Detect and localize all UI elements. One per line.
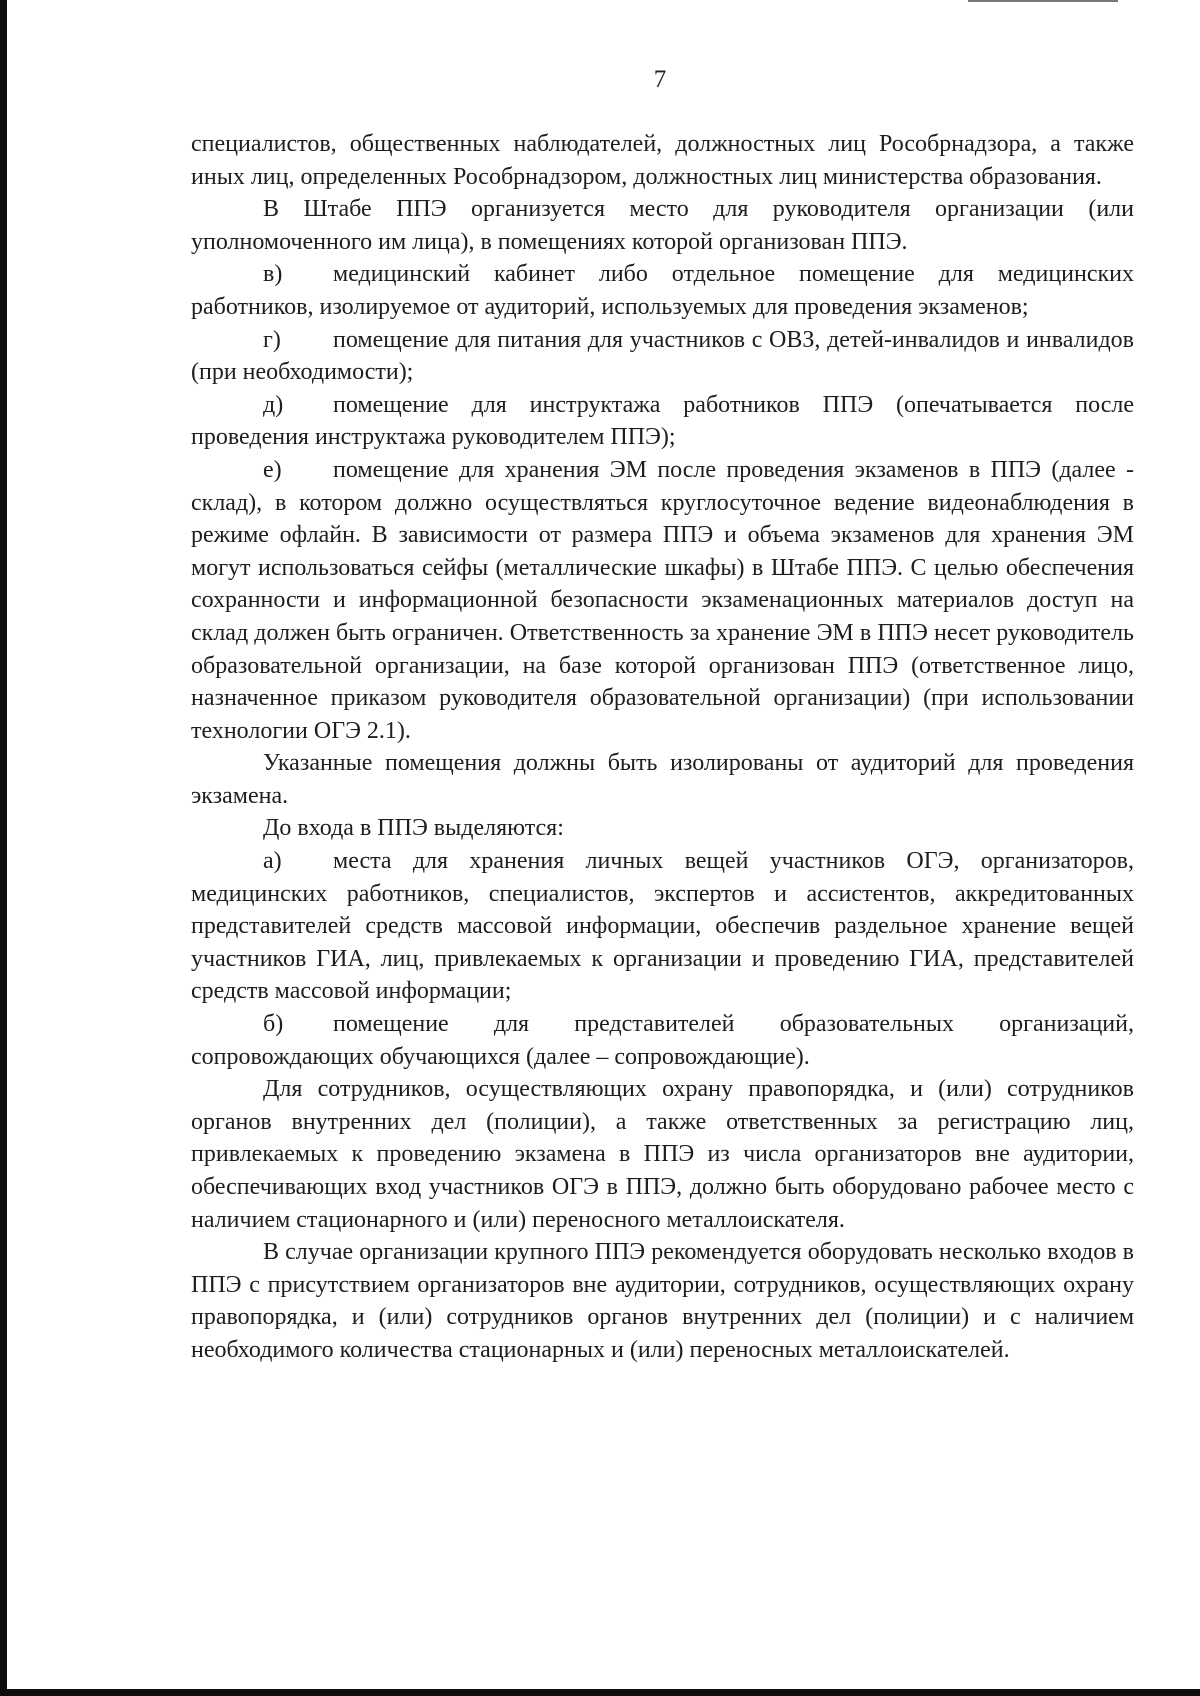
list-marker-a: а) — [263, 848, 282, 875]
list-item-a — [191, 845, 1134, 1008]
list-text-v: медицинский кабинет либо отдельное помещение для медицинских работников, изолируемое от аудиторий, используемых для проведения экзаменов; — [191, 261, 1134, 320]
list-text-e: помещение для хранения ЭМ после проведения экзаменов в ППЭ (далее - склад), в котором должно осуществляться круглосуточное ведение видеонаблюдения в режиме офлайн. В зависимости от размера ППЭ и объема экзаменов для хранения ЭМ могут использоваться сейфы (металлические шкафы) в Штабе ППЭ. С целью обеспечения сохранности и информационной безопасности экзаменационных материалов доступ на склад должен быть ограничен. Ответственность за хранение ЭМ в ППЭ несет руководитель образовательной организации, на базе которой организован ППЭ (ответственное лицо, назначенное приказом руководителя образовательной организации) (при использовании технологии ОГЭ 2.1). — [191, 456, 1134, 744]
scan-border-left — [0, 0, 7, 1690]
list-item-e — [191, 454, 1134, 747]
scan-border-bottom — [0, 1689, 1200, 1696]
list-marker-v: в) — [263, 261, 283, 288]
list-marker-d: д) — [263, 391, 284, 418]
scan-top-rule — [968, 0, 1118, 2]
list-item-g — [191, 324, 1134, 389]
paragraph-before-entrance: До входа в ППЭ выделяются: — [263, 815, 564, 842]
paragraph-large-ppe: В случае организации крупного ППЭ рекомендуется оборудовать несколько входов в ППЭ с присутствием организаторов вне аудитории, сотрудников, осуществляющих охрану правопорядка, и (или) сотрудников органов внутренних дел (полиции) и с наличием необходимого количества стационарных и (или) переносных металлоискателей. — [191, 1239, 1134, 1363]
list-text-g: помещение для питания для участников с ОВЗ, детей-инвалидов и инвалидов (при необходимости); — [191, 326, 1134, 386]
list-marker-e: е) — [263, 456, 282, 483]
page-number: 7 — [653, 66, 667, 93]
list-marker-b: б) — [263, 1011, 284, 1038]
list-item-d — [191, 389, 1134, 454]
list-marker-g: г) — [263, 326, 281, 353]
list-item-v — [191, 258, 1134, 323]
list-text-a: места для хранения личных вещей участников ОГЭ, организаторов, медицинских работников, специалистов, экспертов и ассистентов, аккредитованных представителей средств массовой информации, обеспечив раздельное хранение вещей участников ГИА, лиц, привлекаемых к организации и проведению ГИА, представителей средств массовой информации; — [191, 848, 1134, 1005]
paragraph-security-staff: Для сотрудников, осуществляющих охрану правопорядка, и (или) сотрудников органов внутренних дел (полиции), а также ответственных за регистрацию лиц, привлекаемых к проведению экзамена в ППЭ из числа организаторов вне аудитории, обеспечивающих вход участников ОГЭ в ППЭ, должно быть оборудовано рабочее место с наличием стационарного и (или) переносного металлоискателя. — [191, 1076, 1134, 1233]
list-text-b: помещение для представителей образовательных организаций, сопровождающих обучающихся (далее – сопровождающие). — [191, 1011, 1134, 1070]
list-text-d: помещение для инструктажа работников ППЭ (опечатывается после проведения инструктажа руководителем ППЭ); — [191, 391, 1134, 451]
paragraph-continuation: специалистов, общественных наблюдателей, должностных лиц Рособрнадзора, а также иных лиц, определенных Рособрнадзором, должностных лиц министерства образования. — [191, 131, 1134, 190]
document-body — [191, 128, 1134, 1367]
list-item-b — [191, 1008, 1134, 1073]
paragraph-isolation: Указанные помещения должны быть изолированы от аудиторий для проведения экзамена. — [191, 750, 1134, 809]
paragraph-staff-place: В Штабе ППЭ организуется место для руководителя организации (или уполномоченного им лица), в помещениях которой организован ППЭ. — [191, 196, 1134, 255]
